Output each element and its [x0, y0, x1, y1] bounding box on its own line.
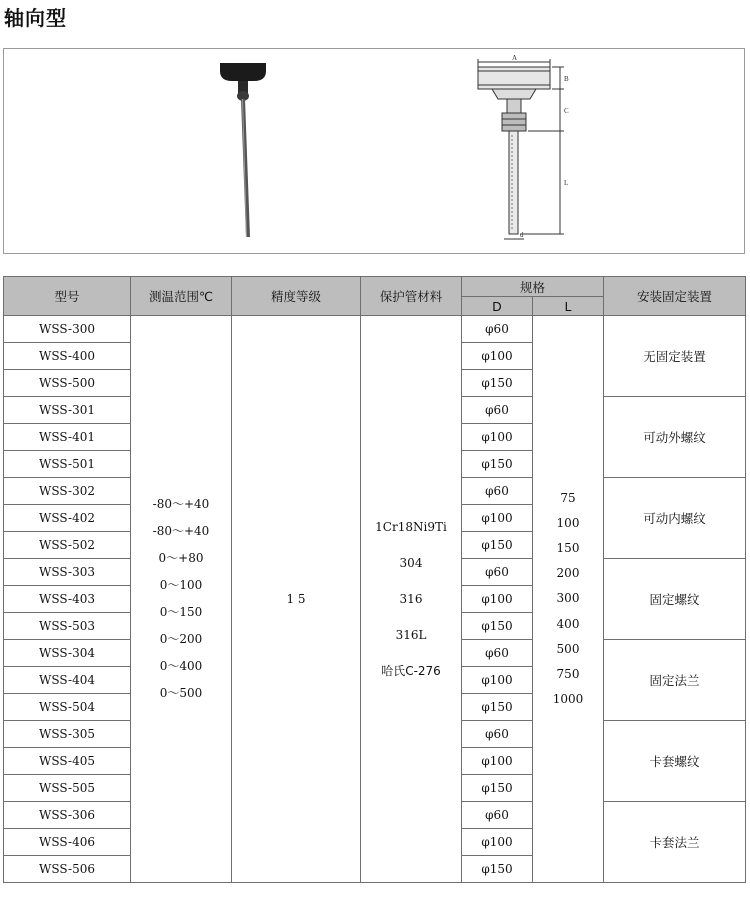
- length-item: 75: [560, 490, 576, 505]
- header-spec-l: L: [533, 297, 604, 316]
- d-cell: φ100: [462, 829, 533, 856]
- header-accuracy: 精度等级: [232, 277, 361, 316]
- temp-range-item: 0～200: [159, 632, 203, 646]
- d-cell: φ60: [462, 802, 533, 829]
- dim-label-b: B: [564, 75, 569, 83]
- model-cell: WSS-405: [4, 748, 131, 775]
- spec-table: [3, 276, 746, 883]
- temp-range-item: 0～500: [159, 686, 203, 700]
- model-cell: WSS-501: [4, 451, 131, 478]
- model-cell: WSS-506: [4, 856, 131, 883]
- model-cell: WSS-503: [4, 613, 131, 640]
- tube-material-item: 304: [399, 556, 423, 570]
- d-cell: φ60: [462, 397, 533, 424]
- header-spec-d: D: [462, 297, 533, 316]
- length-cell: [533, 316, 604, 883]
- model-cell: WSS-404: [4, 667, 131, 694]
- temp-range-item: -80～+40: [152, 497, 210, 511]
- model-cell: WSS-504: [4, 694, 131, 721]
- model-cell: WSS-500: [4, 370, 131, 397]
- table-row: [4, 316, 746, 343]
- d-cell: φ100: [462, 748, 533, 775]
- temp-range-item: 0～100: [159, 578, 203, 592]
- mounting-cell: 卡套螺纹: [604, 721, 746, 802]
- d-cell: φ150: [462, 370, 533, 397]
- d-cell: φ100: [462, 505, 533, 532]
- model-cell: WSS-303: [4, 559, 131, 586]
- d-cell: φ150: [462, 856, 533, 883]
- d-cell: φ100: [462, 667, 533, 694]
- header-model: 型号: [4, 277, 131, 316]
- d-cell: φ60: [462, 559, 533, 586]
- model-cell: WSS-302: [4, 478, 131, 505]
- model-cell: WSS-304: [4, 640, 131, 667]
- length-item: 150: [556, 540, 580, 555]
- temp-range-item: 0～+80: [158, 551, 204, 565]
- d-cell: φ150: [462, 613, 533, 640]
- dim-label-l: L: [564, 179, 569, 187]
- d-cell: φ100: [462, 586, 533, 613]
- tube-material-cell: [361, 316, 462, 883]
- temp-range-item: 0～400: [159, 659, 203, 673]
- tube-material-item: 316L: [395, 628, 427, 642]
- d-cell: φ60: [462, 478, 533, 505]
- d-cell: φ100: [462, 424, 533, 451]
- mounting-cell: 可动内螺纹: [604, 478, 746, 559]
- tube-material-item: 316: [399, 592, 423, 606]
- thermometer-photo: [220, 63, 266, 237]
- header-temp-range: 测温范围℃: [131, 277, 232, 316]
- dimension-drawing: [478, 59, 564, 239]
- dim-label-d: d: [520, 231, 524, 239]
- model-cell: WSS-306: [4, 802, 131, 829]
- model-cell: WSS-402: [4, 505, 131, 532]
- mounting-cell: 固定螺纹: [604, 559, 746, 640]
- header-mounting: 安装固定装置: [604, 277, 746, 316]
- length-item: 500: [556, 641, 580, 656]
- length-item: 750: [556, 667, 580, 681]
- temp-range-item: 0～150: [159, 605, 203, 619]
- mounting-cell: 卡套法兰: [604, 802, 746, 883]
- temp-range-cell: [131, 316, 232, 883]
- tube-material-item: 1Cr18Ni9Ti: [375, 520, 447, 534]
- mounting-cell: 可动外螺纹: [604, 397, 746, 478]
- model-cell: WSS-401: [4, 424, 131, 451]
- d-cell: φ150: [462, 694, 533, 721]
- model-cell: WSS-301: [4, 397, 131, 424]
- d-cell: φ60: [462, 721, 533, 748]
- product-figure-panel: [3, 48, 745, 254]
- d-cell: φ150: [462, 532, 533, 559]
- length-item: 100: [556, 515, 580, 530]
- mounting-cell: 无固定装置: [604, 316, 746, 397]
- d-cell: φ100: [462, 343, 533, 370]
- accuracy-cell: 1 5: [232, 316, 361, 883]
- mounting-cell: 固定法兰: [604, 640, 746, 721]
- model-cell: WSS-505: [4, 775, 131, 802]
- length-item: 1000: [552, 692, 584, 707]
- model-cell: WSS-502: [4, 532, 131, 559]
- dim-label-c: C: [564, 107, 569, 115]
- model-cell: WSS-403: [4, 586, 131, 613]
- length-item: 400: [556, 616, 580, 631]
- model-cell: WSS-305: [4, 721, 131, 748]
- header-spec: 规格: [462, 277, 604, 297]
- page-title: 轴向型: [4, 6, 67, 30]
- d-cell: φ150: [462, 775, 533, 802]
- dim-label-a: A: [512, 54, 518, 62]
- model-cell: WSS-406: [4, 829, 131, 856]
- length-item: 300: [556, 591, 580, 606]
- d-cell: φ60: [462, 316, 533, 343]
- d-cell: φ150: [462, 451, 533, 478]
- tube-material-item: 哈氏C-276: [381, 664, 441, 678]
- model-cell: WSS-300: [4, 316, 131, 343]
- model-cell: WSS-400: [4, 343, 131, 370]
- length-item: 200: [556, 566, 580, 581]
- header-tube-material: 保护管材料: [361, 277, 462, 316]
- temp-range-item: -80～+40: [152, 524, 210, 538]
- d-cell: φ60: [462, 640, 533, 667]
